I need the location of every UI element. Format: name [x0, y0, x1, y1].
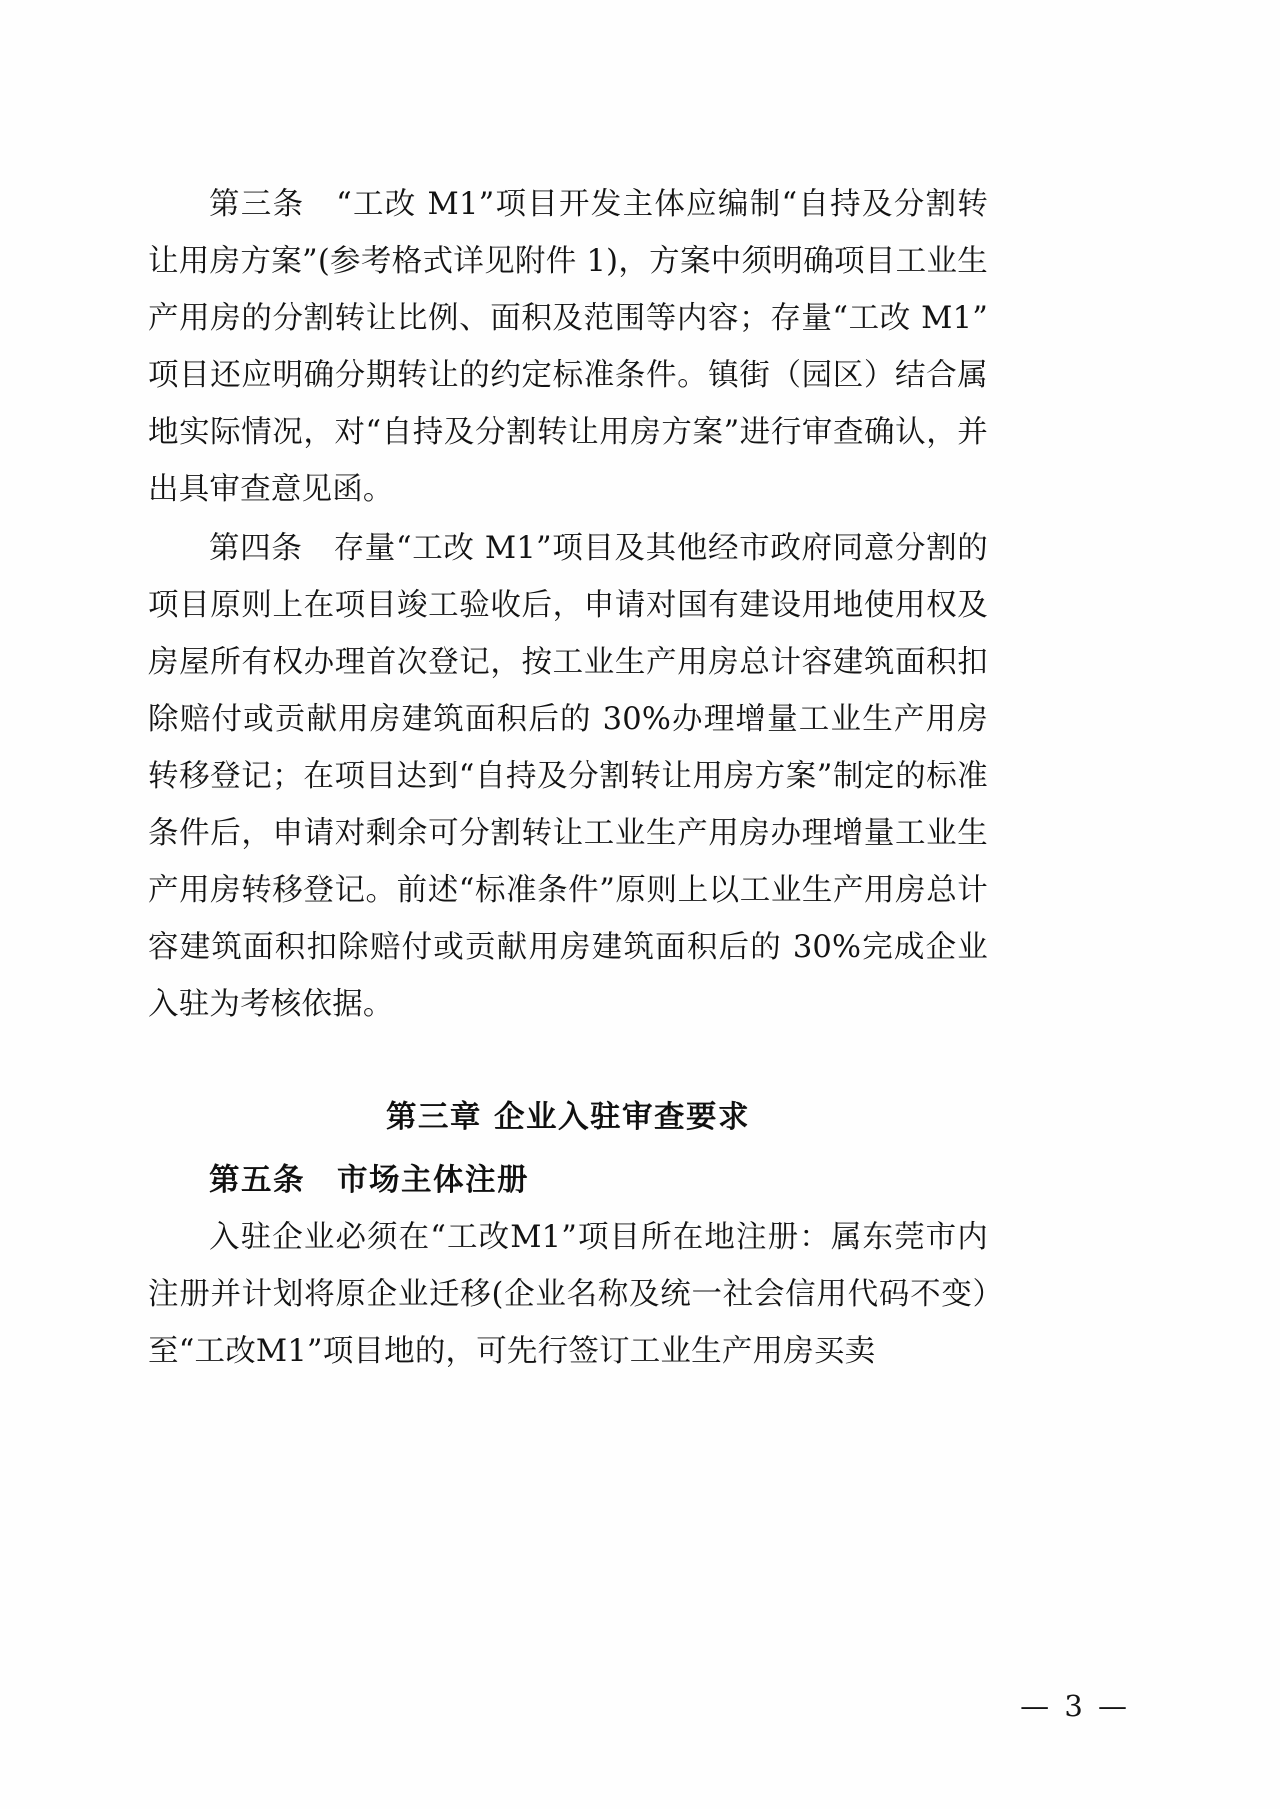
document-body	[148, 176, 988, 1380]
article-five-heading: 第五条 市场主体注册	[209, 1163, 529, 1198]
article-five-paragraph: 入驻企业必须在“工改M1”项目所在地注册：属东莞市内注册并计划将原企业迁移(企业名称及统一社会信用代码不变）至“工改M1”项目地的，可先行签订工业生产用房买卖	[148, 1220, 988, 1369]
page-number: — 3 —	[1020, 1689, 1130, 1723]
chapter-three-heading: 第三章 企业入驻审查要求	[385, 1100, 751, 1135]
article-three-paragraph: 第三条 “工改 M1”项目开发主体应编制“自持及分割转让用房方案”(参考格式详见附件 1)，方案中须明确项目工业生产用房的分割转让比例、面积及范围等内容；存量“工改 M1”项目还应明确分期转让的约定标准条件。镇街（园区）结合属地实际情况，对“自持及分割转让用房方案”进行审查确认，并出具审查意见函。	[148, 187, 988, 507]
article-four-paragraph: 第四条 存量“工改 M1”项目及其他经市政府同意分割的项目原则上在项目竣工验收后，申请对国有建设用地使用权及房屋所有权办理首次登记，按工业生产用房总计容建筑面积扣除赔付或贡献用房建筑面积后的 30%办理增量工业生产用房转移登记；在项目达到“自持及分割转让用房方案”制定的标准条件后，申请对剩余可分割转让工业生产用房办理增量工业生产用房转移登记。前述“标准条件”原则上以工业生产用房总计容建筑面积扣除赔付或贡献用房建筑面积后的 30%完成企业入驻为考核依据。	[148, 531, 988, 1022]
